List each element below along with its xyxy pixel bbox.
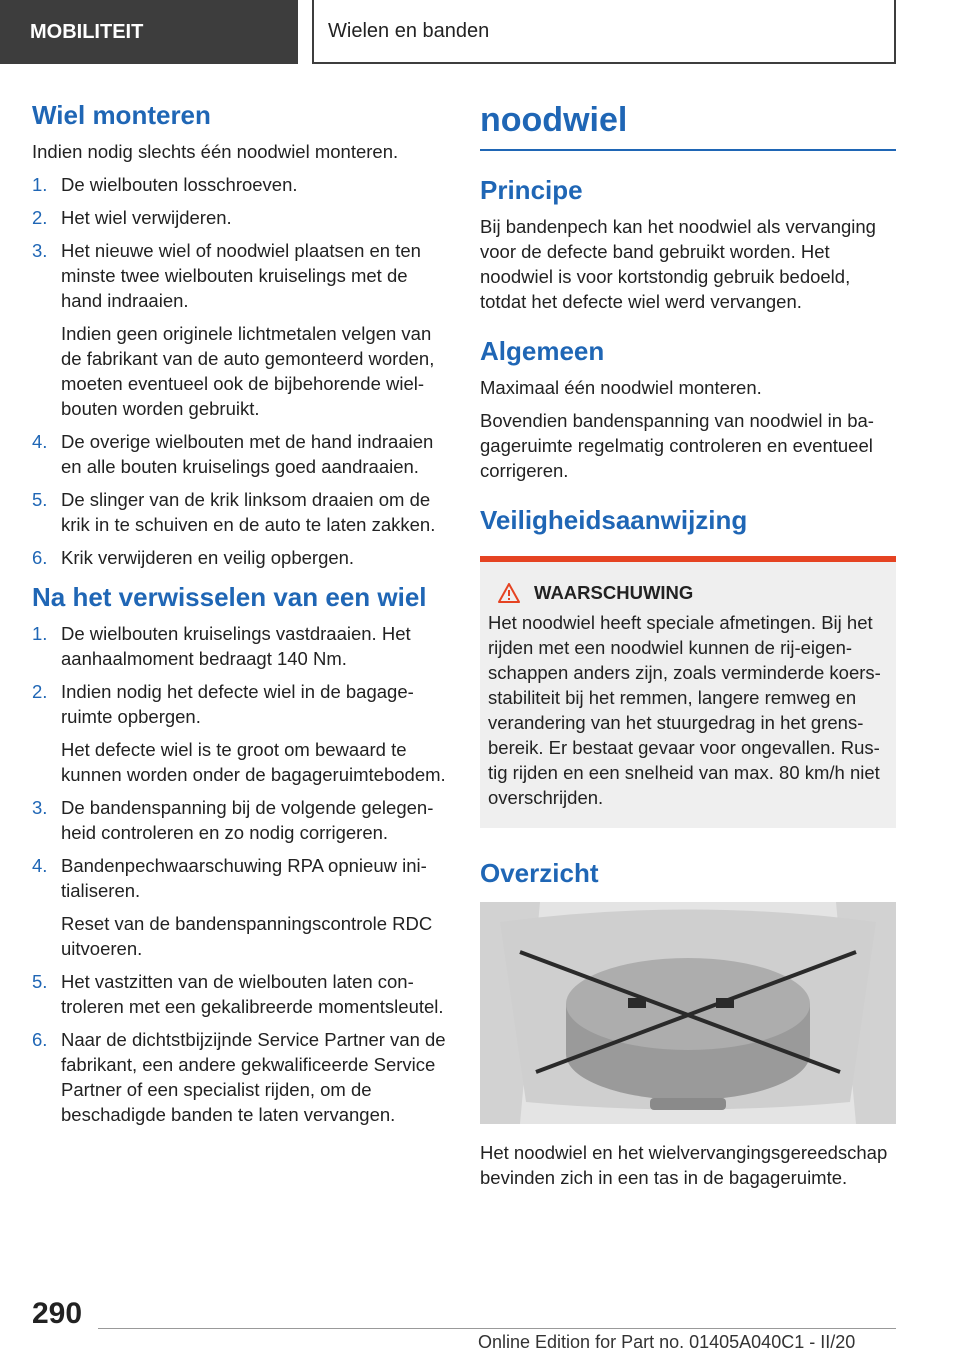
list-item xyxy=(32,205,448,230)
list-item-text: Reset van de bandenspanningscontrole RDC uitvoeren. xyxy=(61,913,433,960)
list-item xyxy=(32,172,448,197)
header-chapter xyxy=(312,0,896,64)
list-item xyxy=(32,429,448,479)
section-title-na-verwisselen: Na het verwisselen van een wiel xyxy=(32,582,427,613)
footer-edition: Online Edition for Part no. 01405A040C1 - II/20 xyxy=(478,1332,856,1352)
list-item-number: 6. xyxy=(32,547,48,569)
overzicht-caption: Het noodwiel en het wielvervangingsgereedschap bevinden zich in een tas in de bagageruimte. xyxy=(480,1141,888,1188)
list-item-text: Indien nodig het defecte wiel in de bagageruimte opbergen. xyxy=(61,681,414,728)
list-item-body xyxy=(61,679,448,787)
list-item xyxy=(32,621,448,671)
list-item-text: De wielbouten kruiselings vastdraaien. Het aanhaalmoment bedraagt 140 Nm. xyxy=(61,623,411,670)
list-item-text: Indien geen originele lichtmetalen velgen van de fabrikant van de auto gemonteerd worden, moeten eventueel ook de bijbehorende wielbouten worden gebruikt. xyxy=(61,323,435,420)
algemeen-text-1: Maximaal één noodwiel monteren. xyxy=(480,377,762,399)
list-item-text: Krik verwijderen en veilig opbergen. xyxy=(61,547,355,569)
list-item-number: 2. xyxy=(32,681,48,703)
list-item-text: De overige wielbouten met de hand indraaien en alle bouten kruiselings goed aandraaien. xyxy=(61,431,434,478)
list-item-text: Het wiel verwijderen. xyxy=(61,207,232,229)
left-column xyxy=(32,100,448,1139)
list-item-text: Het vastzitten van de wielbouten laten controleren met een gekalibreerde momentsleutel. xyxy=(61,971,444,1018)
list-item xyxy=(32,545,448,570)
page-title-noodwiel: noodwiel xyxy=(480,100,896,151)
list-item-text: Het defecte wiel is te groot om bewaard te kunnen worden onder de bagageruimtebodem. xyxy=(61,739,446,786)
spare-wheel-trunk-image xyxy=(480,902,896,1124)
warning-text: Het noodwiel heeft speciale afmetingen. Bij het rijden met een noodwiel kunnen de rij-eigenschappen anders zijn, zoals verminderde koersstabiliteit bij het remmen, langere remweg en verandering van het stuurgedrag in het grensbereik. Er bestaat gevaar voor ongevallen. Rustig rijden en een snelheid van max. 80 km/h niet overschrijden. xyxy=(488,612,881,809)
list-item xyxy=(32,679,448,787)
list-item-number: 5. xyxy=(32,971,48,993)
header-section-label: MOBILITEIT xyxy=(30,20,144,43)
footer-divider xyxy=(98,1328,896,1329)
list-item-text: De slinger van de krik linksom draaien om de krik in te schuiven en de auto te laten zakken. xyxy=(61,489,436,536)
list-item-number: 4. xyxy=(32,431,48,453)
list-item-number: 3. xyxy=(32,240,48,262)
section-title-wiel-monteren: Wiel monteren xyxy=(32,100,211,130)
list-item xyxy=(32,969,448,1019)
list-item-number: 4. xyxy=(32,855,48,877)
principe-text: Bij bandenpech kan het noodwiel als vervanging voor de defecte band gebruikt worden. Het noodwiel is voor kortstondig gebruik bedoeld, totdat het defecte wiel werd vervangen. xyxy=(480,215,876,312)
list-item-body xyxy=(61,853,448,961)
section-title-principe: Principe xyxy=(480,174,583,205)
list-item-number: 6. xyxy=(32,1029,48,1051)
list-item-number: 5. xyxy=(32,489,48,511)
list-item xyxy=(32,795,448,845)
list-item-body xyxy=(61,969,448,1019)
section-title-overzicht: Overzicht xyxy=(480,858,599,889)
list-item-text: Het nieuwe wiel of noodwiel plaatsen en ten minste twee wielbouten kruiselings met de hand indraaien. xyxy=(61,240,421,312)
list-item xyxy=(32,853,448,961)
list-item xyxy=(32,487,448,537)
na-verwisselen-steps xyxy=(32,621,448,1127)
wiel-monteren-steps xyxy=(32,172,448,570)
right-column xyxy=(480,100,896,1198)
list-item-body xyxy=(61,487,448,537)
list-item-body xyxy=(61,795,448,845)
page-number: 290 xyxy=(32,1297,83,1330)
list-item-text: Naar de dichtstbijzijnde Service Partner van de fabrikant, een andere gekwalificeerde Service Partner of een specialist rijden, om de beschadigde banden te laten vervangen. xyxy=(61,1029,446,1126)
section-title-algemeen: Algemeen xyxy=(480,335,605,366)
list-item-body xyxy=(61,172,448,197)
list-item-text: De wielbouten losschroeven. xyxy=(61,174,298,196)
warning-box xyxy=(480,556,896,828)
list-item-number: 1. xyxy=(32,174,48,196)
list-item-body xyxy=(61,621,448,671)
list-item-text: De bandenspanning bij de volgende gelegenheid controleren en zo nodig corrigeren. xyxy=(61,797,434,844)
list-item-text: Bandenpechwaarschuwing RPA opnieuw initialiseren. xyxy=(61,855,427,902)
list-item-body xyxy=(61,545,448,570)
section-title-veiligheid: Veiligheidsaanwijzing xyxy=(480,505,748,536)
list-item-number: 3. xyxy=(32,797,48,819)
wiel-monteren-intro: Indien nodig slechts één noodwiel monteren. xyxy=(32,141,399,163)
algemeen-text-2: Bovendien bandenspanning van noodwiel in bagageruimte regelmatig controleren en eventueel corrigeren. xyxy=(480,410,874,482)
list-item-body xyxy=(61,1027,448,1127)
list-item-number: 1. xyxy=(32,623,48,645)
header-chapter-label: Wielen en banden xyxy=(328,19,490,42)
warning-triangle-icon xyxy=(498,583,520,603)
list-item xyxy=(32,1027,448,1127)
warning-title: WAARSCHUWING xyxy=(534,582,694,604)
list-item xyxy=(32,238,448,421)
list-item-body xyxy=(61,238,448,421)
warning-header xyxy=(488,582,888,604)
list-item-body xyxy=(61,429,448,479)
list-item-number: 2. xyxy=(32,207,48,229)
header-section xyxy=(0,0,298,64)
list-item-body xyxy=(61,205,448,230)
